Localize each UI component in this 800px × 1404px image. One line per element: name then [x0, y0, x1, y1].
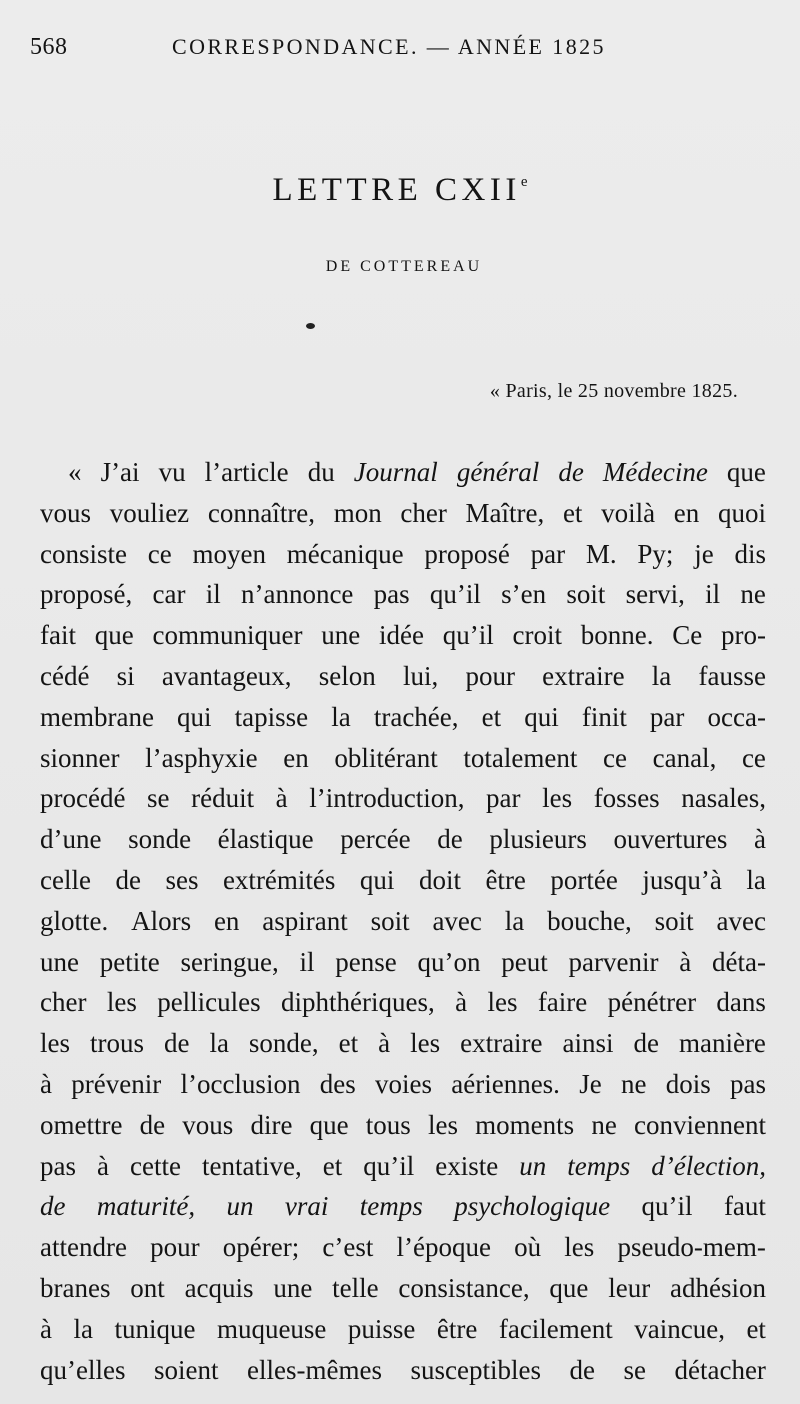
word: peut	[501, 946, 548, 977]
word: tapisse	[234, 701, 309, 732]
word: portée	[550, 864, 618, 895]
word: membrane	[40, 701, 154, 732]
word: seringue,	[180, 946, 279, 977]
word: de	[139, 1109, 166, 1140]
text-line	[40, 1227, 766, 1268]
text-line	[40, 1105, 766, 1146]
word: ont	[130, 1272, 165, 1303]
word: connaître,	[207, 497, 316, 528]
word: les	[564, 1232, 595, 1263]
word: maturité,	[96, 1191, 196, 1222]
word: à	[455, 987, 468, 1018]
word: Ce	[672, 620, 703, 651]
word: telle	[332, 1272, 379, 1303]
word: qui	[177, 701, 212, 732]
word: soit	[370, 905, 410, 936]
word: Journal	[353, 457, 438, 487]
word: oblitérant	[334, 742, 438, 773]
word: détacher	[674, 1354, 766, 1385]
word: cher	[400, 497, 447, 528]
text-line	[40, 1186, 766, 1227]
word: susceptibles	[410, 1354, 541, 1385]
word: l’époque	[396, 1232, 491, 1263]
word: ne	[620, 1068, 647, 1099]
word: car	[152, 579, 186, 610]
letter-title	[0, 172, 800, 209]
text-line	[40, 819, 766, 860]
word: avantageux,	[161, 660, 292, 691]
text-line	[40, 738, 766, 779]
word: les	[106, 987, 137, 1018]
word: moments	[475, 1109, 575, 1140]
word: existe	[435, 1150, 499, 1181]
word: temps	[567, 1150, 631, 1181]
word: que	[549, 1272, 589, 1303]
word: sonde	[128, 824, 192, 855]
word: aspirant	[262, 905, 348, 936]
word: se	[147, 783, 170, 814]
word: branes	[40, 1272, 111, 1303]
word: à	[40, 1068, 52, 1099]
word: bonne.	[580, 620, 654, 651]
word: déta-	[712, 946, 766, 977]
text-line	[40, 942, 766, 983]
letter-body	[40, 452, 766, 1390]
text-line	[40, 1064, 766, 1105]
word: par	[649, 701, 685, 732]
word: extraire	[460, 1028, 543, 1059]
word: omettre	[40, 1109, 123, 1140]
text-line	[40, 697, 766, 738]
word: moyen	[192, 538, 266, 569]
word: communiquer	[152, 620, 303, 651]
word: procédé	[40, 783, 126, 814]
word: en	[673, 497, 700, 528]
word: pas	[40, 1150, 76, 1181]
word: prévenir	[71, 1068, 162, 1099]
page-number: 568	[30, 34, 68, 60]
word: ne	[591, 1109, 617, 1140]
word: canal,	[652, 742, 717, 773]
word: l’occlusion	[180, 1068, 301, 1099]
word: une	[273, 1272, 313, 1303]
word: et	[746, 1313, 766, 1344]
word: ses	[165, 864, 199, 895]
word: pour	[465, 660, 515, 691]
word: une	[321, 620, 361, 651]
word: totalement	[463, 742, 578, 773]
word: petite	[99, 946, 160, 977]
word: opérer;	[222, 1232, 300, 1263]
word: jusqu’à	[642, 864, 722, 895]
word: faut	[723, 1191, 766, 1222]
word: la	[73, 1313, 93, 1344]
word: ainsi	[562, 1028, 614, 1059]
word: mon	[333, 497, 382, 528]
word: les	[542, 783, 573, 814]
word: de	[40, 1191, 66, 1222]
text-line	[40, 493, 766, 534]
word: du	[307, 457, 335, 487]
word: proposé	[424, 538, 510, 569]
word: servi,	[625, 579, 685, 610]
word: Py;	[637, 538, 674, 569]
word: temps	[359, 1191, 423, 1222]
text-line	[40, 860, 766, 901]
word: les	[487, 987, 518, 1018]
word: qui	[524, 701, 559, 732]
word: en	[213, 905, 240, 936]
word: et	[562, 497, 583, 528]
word: dans	[716, 987, 766, 1018]
word: et	[481, 701, 502, 732]
word: muqueuse	[216, 1313, 327, 1344]
word: croit	[512, 620, 562, 651]
word: fosses	[593, 783, 660, 814]
word: à	[378, 1028, 391, 1059]
word: de	[115, 864, 141, 895]
word: que	[94, 620, 134, 651]
word: parvenir	[568, 946, 659, 977]
word: ce	[741, 742, 766, 773]
word: une	[40, 946, 79, 977]
word: et	[338, 1028, 359, 1059]
word: consiste	[40, 538, 127, 569]
word: et	[322, 1150, 343, 1181]
word: elles-mêmes	[247, 1354, 382, 1385]
word: percée	[340, 824, 411, 855]
word: être	[485, 864, 526, 895]
word: des	[319, 1068, 356, 1099]
word: finit	[581, 701, 627, 732]
word: que	[726, 457, 766, 487]
word: manière	[678, 1028, 766, 1059]
word: la	[746, 864, 766, 895]
word: d’élection,	[651, 1150, 766, 1181]
running-head: CORRESPONDANCE. — ANNÉE 1825	[172, 34, 606, 59]
word: celle	[40, 864, 91, 895]
word: diphthériques,	[281, 987, 435, 1018]
word: la	[651, 660, 672, 691]
page-header	[0, 30, 800, 70]
word: psychologique	[454, 1191, 611, 1222]
word: tunique	[114, 1313, 196, 1344]
text-line	[40, 656, 766, 697]
word: «	[68, 457, 82, 487]
word: qu’il	[363, 1150, 415, 1181]
word: plusieurs	[489, 824, 587, 855]
word: trous	[89, 1028, 144, 1059]
word: Médecine	[602, 457, 708, 487]
word: cher	[40, 987, 87, 1018]
word: les	[40, 1028, 70, 1059]
word: cédé	[40, 660, 90, 691]
word: Alors	[131, 905, 192, 936]
word: conviennent	[633, 1109, 766, 1140]
word: l’asphyxie	[145, 742, 258, 773]
word: que	[309, 1109, 349, 1140]
word: soient	[154, 1354, 219, 1385]
text-line	[40, 1023, 766, 1064]
word: je	[694, 538, 714, 569]
word: par	[486, 783, 521, 814]
word: puisse	[347, 1313, 416, 1344]
word: un	[519, 1150, 547, 1181]
text-line	[40, 1350, 766, 1391]
word: dire	[250, 1109, 293, 1140]
word: vouliez	[109, 497, 190, 528]
word: adhésion	[669, 1272, 766, 1303]
word: pas	[373, 579, 410, 610]
word: élastique	[217, 824, 314, 855]
word: vaincue,	[634, 1313, 725, 1344]
word: s’en	[501, 579, 547, 610]
word: se	[623, 1354, 646, 1385]
text-line	[40, 534, 766, 575]
text-line	[40, 982, 766, 1023]
word: les	[427, 1109, 458, 1140]
word: vous	[40, 497, 92, 528]
word: l’article	[204, 457, 289, 487]
word: quoi	[717, 497, 766, 528]
word: sionner	[40, 742, 120, 773]
word: général	[456, 457, 540, 487]
word: tous	[365, 1109, 411, 1140]
word: mécanique	[286, 538, 404, 569]
word: il	[705, 579, 721, 610]
word: bouche,	[547, 905, 632, 936]
word: nasales,	[681, 783, 766, 814]
word: proposé,	[40, 579, 133, 610]
word: de	[163, 1028, 190, 1059]
word: ce	[603, 742, 627, 773]
word: il	[299, 946, 315, 977]
word: cette	[130, 1150, 181, 1181]
word: à	[679, 946, 692, 977]
word: aériennes.	[451, 1068, 560, 1099]
word: attendre	[40, 1232, 127, 1263]
word: fausse	[698, 660, 766, 691]
word: la	[504, 905, 525, 936]
word: fait	[40, 620, 76, 651]
text-line	[40, 615, 766, 656]
word: lui,	[402, 660, 439, 691]
word: vu	[158, 457, 186, 487]
word: pense	[335, 946, 397, 977]
text-line	[40, 452, 766, 493]
word: tentative,	[202, 1150, 302, 1181]
word: de	[558, 457, 584, 487]
word: la	[331, 701, 351, 732]
word: soit	[566, 579, 606, 610]
word: vous	[182, 1109, 234, 1140]
word: de	[633, 1028, 659, 1059]
word: acquis	[184, 1272, 254, 1303]
letter-author: DE COTTEREAU	[325, 258, 483, 275]
word: pour	[150, 1232, 200, 1263]
word: soit	[654, 905, 694, 936]
word: de	[437, 824, 463, 855]
word: il	[205, 579, 221, 610]
word: extraire	[542, 660, 625, 691]
word: ne	[740, 579, 766, 610]
word: J’ai	[100, 457, 140, 487]
word: idée	[378, 620, 424, 651]
word: qui	[359, 864, 395, 895]
word: ce	[147, 538, 172, 569]
word: être	[436, 1313, 478, 1344]
word: qu’il	[641, 1191, 693, 1222]
text-line	[40, 1309, 766, 1350]
text-line	[40, 1146, 766, 1187]
word: voies	[374, 1068, 432, 1099]
word: n’annonce	[240, 579, 354, 610]
word: c’est	[322, 1232, 374, 1263]
word: Maître,	[465, 497, 545, 528]
text-line	[40, 574, 766, 615]
word: de	[569, 1354, 595, 1385]
word: l’introduction,	[309, 783, 465, 814]
letter-title-superscript: e	[520, 174, 528, 190]
word: à	[754, 824, 766, 855]
word: qu’il	[442, 620, 494, 651]
word: qu’on	[417, 946, 481, 977]
word: qu’il	[429, 579, 481, 610]
word: glotte.	[40, 905, 109, 936]
text-line	[40, 778, 766, 819]
word: avec	[432, 905, 482, 936]
dateline: « Paris, le 25 novembre 1825.	[489, 380, 738, 402]
word: doit	[418, 864, 461, 895]
word: pellicules	[157, 987, 261, 1018]
word: d’une	[40, 824, 102, 855]
word: pas	[730, 1068, 766, 1099]
word: extrémités	[222, 864, 336, 895]
word: la	[209, 1028, 229, 1059]
word: vrai	[284, 1191, 329, 1222]
word: facilement	[498, 1313, 613, 1344]
letter-title-text: LETTRE CXII	[272, 172, 521, 208]
word: trachée,	[373, 701, 459, 732]
word: pénétrer	[607, 987, 697, 1018]
word: si	[116, 660, 135, 691]
word: en	[283, 742, 309, 773]
word: voilà	[601, 497, 656, 528]
word: un	[226, 1191, 254, 1222]
word: par	[530, 538, 566, 569]
word: consistance,	[398, 1272, 530, 1303]
word: leur	[608, 1272, 651, 1303]
text-line	[40, 901, 766, 942]
word: dois	[665, 1068, 711, 1099]
word: sonde,	[248, 1028, 319, 1059]
word: à	[40, 1313, 52, 1344]
word: Je	[579, 1068, 602, 1099]
word: faire	[537, 987, 588, 1018]
word: réduit	[191, 783, 255, 814]
word: où	[514, 1232, 542, 1263]
word: à	[275, 783, 288, 814]
word: M.	[585, 538, 617, 569]
word: pro-	[721, 620, 766, 651]
word: ouvertures	[613, 824, 728, 855]
word: dis	[734, 538, 766, 569]
word: qu’elles	[40, 1354, 126, 1385]
word: selon	[318, 660, 376, 691]
word: occa-	[707, 701, 766, 732]
word: les	[410, 1028, 441, 1059]
word: avec	[716, 905, 766, 936]
word: à	[97, 1150, 109, 1181]
ink-blot	[306, 323, 315, 329]
text-line	[40, 1268, 766, 1309]
word: pseudo-mem-	[617, 1232, 766, 1263]
